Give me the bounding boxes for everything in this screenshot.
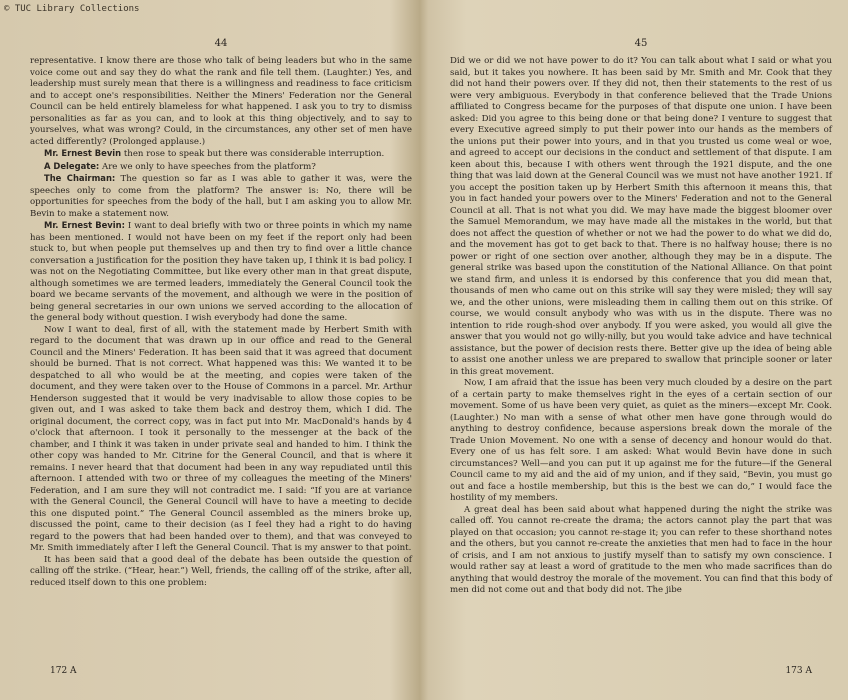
paragraph — [30, 161, 412, 174]
left-page-body — [30, 56, 412, 589]
paragraph-text: representative. I know there are those who talk of being leaders but who in the same voice come out and say they do what the rank and file tell them. (Laughter.) Yes, and leadership must surely mean that there is a willingness and readiness to face criticism and to accept one's responsibilities. Neither the Miners' Federation nor the General Council can be held entirely blameless for what happened. I ask you to try to dismiss personalities as far as you can, and to look at this thing objectively, and to say to yourselves, what was wrong? Could, in the circumstances, any other set of men have acted differently? (Prolonged applause.) — [30, 56, 412, 147]
right-page-footer: 173 A — [785, 666, 812, 676]
paragraph — [450, 378, 832, 505]
right-page — [450, 0, 832, 700]
paragraph — [30, 173, 412, 220]
speaker-name: Mr. Ernest Bevin — [44, 148, 122, 158]
speaker-name: The Chairman: — [44, 173, 116, 183]
paragraph-text: I want to deal briefly with two or three points in which my name has been mentioned. I would not have been on my feet if the report only had been stuck to, but when people put themselves up and then try to find over a little chance conversation a justification for the position they have taken up, I think it is bad policy. I was not on the Negotiating Committee, but like every other man in that great dispute, although sometimes we are termed leaders, immediately the General Council took the board we became servants of the movement, and although we were in the position of being general secretaries in our own unions we served according to the allocation of the general body without question. I wish everybody had done the same. — [30, 221, 413, 323]
paragraph — [30, 325, 412, 555]
paragraph — [30, 56, 412, 148]
right-page-number: 45 — [634, 38, 648, 49]
left-page — [30, 0, 412, 700]
paragraph — [30, 148, 412, 161]
speaker-name: Mr. Ernest Bevin: — [44, 220, 125, 230]
right-page-body — [450, 56, 832, 597]
paragraph-text: The question so far as I was able to gather it was, were the speeches only to come from the platform? The answer is: No, there will be opportunities for speeches from the body of the hall, but I am asking you to allow Mr. Bevin to make a statement now. — [30, 174, 412, 219]
paragraph-text: Now, I am afraid that the issue has been very much clouded by a desire on the part of a certain party to make themselves right in the eyes of a certain section of our movement. Some of us have been very quiet, as quiet as the miners—except Mr. Cook. (Laughter.) No man with a sense of what other men have gone through would do anything to destroy confidence, because aspersions break down the morale of the Trade Union Movement. No one with a sense of decency and honour would do that. Every one of us has felt sore. I am asked: What would Bevin have done in such circumstances? Well—and you can put it up against me for the future—if the General Council came to my aid and the aid of my union, and if they said, “Bevin, you must go out and face a hostile membership, but this is the best we can do,” I would face the hostility of my members. — [450, 378, 832, 503]
left-page-number: 44 — [214, 38, 228, 49]
paragraph-text: A great deal has been said about what happened during the night the strike was called off. You cannot re-create the drama; the actors cannot play the part that was played on that occasion; you cannot re-stage it; you can refer to these shorthand notes and the others, but you cannot re-create the anxieties that men had to face in the hour of crisis, and I am not anxious to justify myself than to satisfy my own conscience. I would rather say at least a word of gratitude to the men who made sacrifices than do anything that would destroy the morale of the movement. You can find that this body of men did not come out and that body did not. The jibe — [450, 504, 832, 595]
paragraph-text: Are we only to have speeches from the platform? — [99, 161, 316, 172]
left-page-footer: 172 A — [50, 666, 77, 676]
paragraph-text: Now I want to deal, first of all, with the statement made by Herbert Smith with regard to the document that was drawn up in our office and read to the General Council and the Miners' Federation. It has been said that it was agreed that document should be burned. That is not correct. What happened was this: We wanted it to be despatched to all who would be at the meeting, and copies were taken of the document, and they were taken over to the House of Commons in a parcel. Mr. Arthur Henderson suggested that it would be very inadvisable to allow those copies to be given out, and I was asked to take them back and destroy them, which I did. The original document, the correct copy, was in fact put into Mr. MacDonald's hands by 4 o'clock that afternoon. I took it personally to the messenger at the back of the chamber, and I think it was taken in under private seal and handed to him. I think the other copy was handed to Mr. Citrine for the General Council, and that is where it remains. I never heard that that document had been in any way repudiated until this afternoon. I attended with two or three of my colleagues the meeting of the Miners' Federation, and I am sure they will not contradict me. I said: “If you are at variance with the General Council, the General Council will have to have a meeting to decide this one disputed point.” The General Council assembled as the miners broke up, discussed the point, came to their decision (as I feel they had a right to do having regard to the powers that had been handed over to them), and that was conveyed to Mr. Smith immediately after I left the General Council. That is my answer to that point. — [30, 324, 412, 553]
paragraph — [450, 505, 832, 597]
paragraph-text: It has been said that a good deal of the debate has been outside the question of calling off the strike. (“Hear, hear.”) Well, friends, the calling off of the strike, after all, reduced itself down to this one problem: — [30, 554, 412, 588]
paragraph — [30, 220, 412, 325]
paragraph — [450, 56, 832, 378]
collection-credit: © TUC Library Collections — [4, 4, 140, 14]
paragraph-text: Did we or did we not have power to do it? You can talk about what I said or what you said, but it takes you nowhere. It has been said by Mr. Smith and Mr. Cook that they did not hand their powers over. If they did not, then their statements to the rest of us were very ambiguous. Everybody in that conference believed that the Trade Unions affiliated to Congress became for the purposes of that dispute one union. I have been asked: Did you agree to this being done or that being done? I venture to suggest that every Executive agreed simply to put their power into our hands as the members of the unions put their power into yours, and in that you trusted us come weal or woe, and agreed to accept our decisions in the conduct and settlement of that dispute. I am keen about this, because I with others went through the 1921 dispute, and the one thing that was laid down at the General Council was we must not have another 1921. If you accept the position taken up by Herbert Smith this afternoon it means this, that you in fact handed your powers over to the Miners' Federation and not to the General Council at all. That is not what you did. We may have made the biggest bloomer over the Samuel Memorandum, we may have made all the mistakes in the world, but that does not affect the question of whether or not we had the power to do what we did do, and the movement has got to get back to that. There is no halfway house; there is no power or right of one section over another, although they may be in a dispute. The general strike was based upon the constitution of the National Alliance. On that point we stand firm, and unless it is endorsed by this conference that you did mean that, thousands of men who came out on this strike will say they were misled; they will say we, and the other unions, were misleading them in calling them out on this strike. Of course, we would consult anybody who was with us in the dispute. There was no intention to ride rough-shod over anybody. If you were asked, you would all give the answer that you would not go willy-nilly, but you would take advice and have technical assistance, but the power of decision rests there. Better give up the idea of being able to assist one another unless we are prepared to swallow that principle sooner or later in this great movement. — [450, 56, 832, 377]
speaker-name: A Delegate: — [44, 160, 100, 171]
paragraph — [30, 555, 412, 590]
paragraph-text: then rose to speak but there was considerable interruption. — [121, 149, 385, 159]
